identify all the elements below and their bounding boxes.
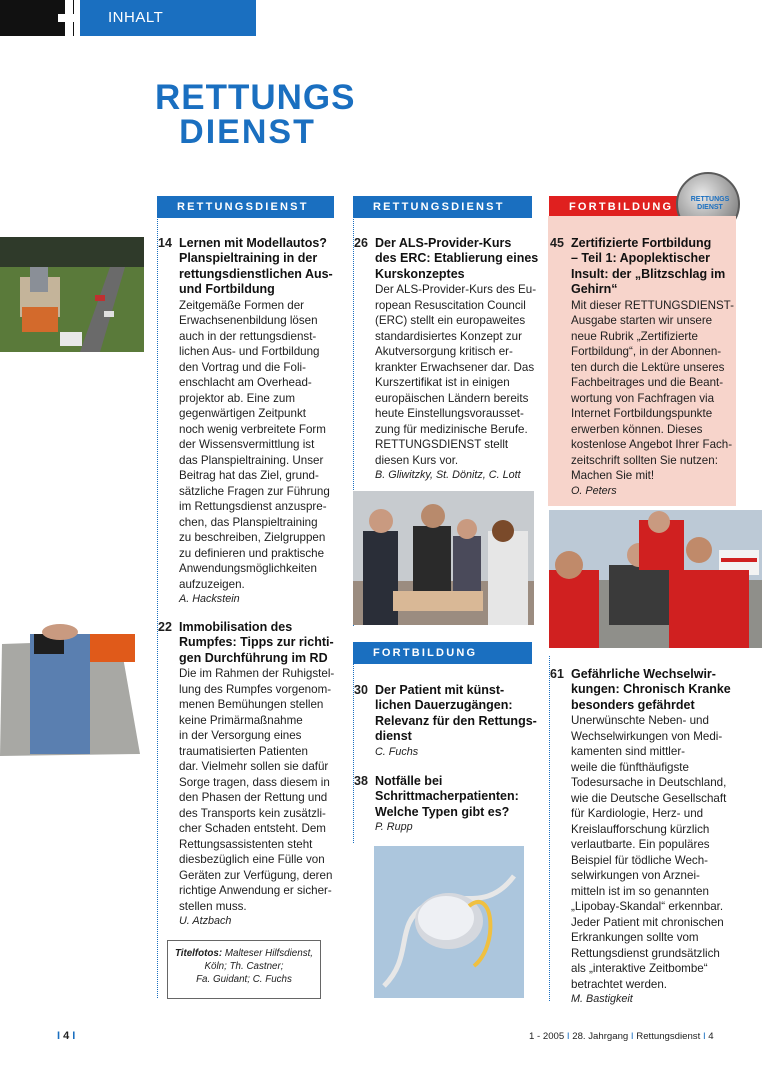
page-number-left: 4	[63, 1030, 70, 1042]
article-30	[354, 683, 539, 760]
header-blue-bar	[80, 0, 256, 36]
model-cars-photo	[0, 237, 144, 352]
article-text: Mit dieser RETTUNGSDIENST- Ausgabe starten wir unsere neue Rubrik „Zertifizierte Fortbildung“, in der Abonnen- ten durch die Lektüre unseres Fachbeitrages und die Beant- wortung von Fachfragen via Internet Fortbildungspunkte erwerben können. Dieses kostenlose Angebot Ihrer Fach- zeitschrift sollten Sie nutzen: Machen Sie mit!	[571, 298, 734, 483]
article-title: Notfälle bei Schrittmacherpatienten: Welche Typen gibt es?	[375, 774, 519, 819]
footer-issue: 1 - 2005	[529, 1031, 565, 1042]
article-38	[354, 774, 539, 836]
article-61	[550, 667, 740, 1008]
article-page-number: 26	[354, 236, 368, 250]
article-author: U. Atzbach	[179, 915, 232, 928]
article-page-number: 38	[354, 774, 368, 788]
article-45	[550, 236, 736, 499]
article-page-number: 22	[158, 620, 172, 634]
article-author: B. Gliwitzky, St. Dönitz, C. Lott	[375, 469, 521, 482]
plus-icon	[58, 0, 80, 36]
logo-line2: DIENST	[179, 113, 316, 151]
section-label: INHALT	[108, 9, 164, 26]
footer-magazine: Rettungsdienst	[636, 1031, 701, 1042]
seal-line1: RETTUNGS	[690, 196, 730, 203]
article-text: Die im Rahmen der Ruhigstel- lung des Rumpfes vorgenom- menen Bemühungen stellen keine Primärmaßnahme in der Versorgung eines traumatisierten Patienten dar. Vielmehr sollen sie dafür Sorge tragen, dass diesem in den Phasen der Rettung und des Transports kein zusätzli- cher Schaden entsteht. Dem Rettungsassistenten steht diesbezüglich eine Fülle von Geräten zur Verfügung, deren richtige Anwendung er sicher- stellen muss.	[179, 667, 335, 913]
article-page-number: 30	[354, 683, 368, 697]
banner-rettungsdienst: RETTUNGSDIENST	[157, 196, 334, 218]
article-author: P. Rupp	[375, 821, 413, 834]
article-text: Der ALS-Provider-Kurs des Eu- ropean Resuscitation Council (ERC) stellt ein europaweites standardisiertes Konzept zur Akutversorgung kritisch er- krankter Erwachsener dar. Das Kurszertifikat ist in einigen europäischen Ländern bereits heute Einstellungsvorausset- zung für medizinische Berufe. RETTUNGSDIENST stellt diesen Kurs vor.	[375, 283, 537, 467]
article-title: Der ALS-Provider-Kurs des ERC: Etablierung eines Kurskonzeptes	[375, 236, 539, 281]
page-number-right: 4	[708, 1031, 714, 1042]
article-author: M. Bastigkeit	[571, 993, 633, 1006]
footer-left: I 4 I	[57, 1030, 76, 1042]
logo-line1: RETTUNGS	[155, 78, 356, 117]
article-title: Lernen mit Modellautos? Planspieltraining in der rettungsdienstlichen Aus- und Fortbildung	[179, 236, 333, 297]
article-text: Zeitgemäße Formen der Erwachsenenbildung lösen auch in der rettungsdienst- lichen Aus- und Fortbildung den Vortrag und die Foli- enschlacht am Overhead- projektor ab. Eine zum gegenwärtigen Zeitpunkt noch wenig verbreitete Form der Wissensvermittlung ist das Planspieltraining. Unser Beitrag hat das Ziel, grund- sätzliche Fragen zur Führung im Rettungsdienst anzuspre- chen, das Planspieltraining zu beschreiben, Zielgruppen zu definieren und praktische Anwendungsmöglichkeiten aufzuzeigen.	[179, 298, 330, 591]
article-author: C. Fuchs	[375, 745, 419, 758]
article-title: Gefährliche Wechselwir- kungen: Chronisch Kranke besonders gefährdet	[571, 667, 731, 712]
article-page-number: 61	[550, 667, 564, 681]
banner-fortbildung: FORTBILDUNG	[549, 196, 735, 218]
article-title: Der Patient mit künst- lichen Dauerzugängen: Relevanz für den Rettungs- dienst	[375, 683, 537, 744]
pacemaker-photo	[374, 846, 524, 998]
article-title: Immobilisation des Rumpfes: Tipps zur richti- gen Durchführung im RD	[179, 620, 334, 665]
article-text: Unerwünschte Neben- und Wechselwirkungen von Medi- kamenten sind mittler- weile die fünfthäufigste Todesursache in Deutschland, wie die Deutsche Gesellschaft für Kardiologie, Herz- und Kreislaufforschung kürzlich verlautbarte. Ein populäres Beispiel für tödliche Wech- selwirkungen von Arznei- mitteln ist im so genannten „Lipobay-Skandal“ erkennbar. Jeder Patient mit chronischen Erkrankungen sollte vom Rettungsdienst grundsätzlich als „interaktive Zeitbombe“ betrachtet werden.	[571, 714, 727, 991]
article-author: A. Hackstein	[179, 593, 240, 606]
article-22	[158, 620, 338, 930]
article-14	[158, 236, 338, 608]
patient-transport-photo	[549, 510, 762, 648]
footer-volume: 28. Jahrgang	[572, 1031, 629, 1042]
article-26	[354, 236, 539, 484]
credits-label: Titelfotos:	[174, 948, 223, 959]
footer-right: 1 - 2005 I 28. Jahrgang I Rettungsdienst I 4	[529, 1031, 714, 1042]
article-page-number: 45	[550, 236, 564, 250]
article-page-number: 14	[158, 236, 172, 250]
banner-fortbildung: FORTBILDUNG	[353, 642, 532, 664]
resuscitation-course-photo	[353, 491, 534, 625]
article-author: O. Peters	[571, 484, 617, 497]
banner-rettungsdienst: RETTUNGSDIENST	[353, 196, 532, 218]
magazine-logo	[155, 78, 356, 151]
seal-line2: DIENST	[697, 204, 723, 211]
immobilisation-photo	[0, 614, 146, 757]
photo-credits: Titelfotos: Malteser Hilfsdienst, Köln; Th. Castner; Fa. Guidant; C. Fuchs	[167, 940, 321, 999]
article-title: Zertifizierte Fortbildung – Teil 1: Apoplektischer Insult: der „Blitzschlag im Gehirn“	[571, 236, 726, 297]
